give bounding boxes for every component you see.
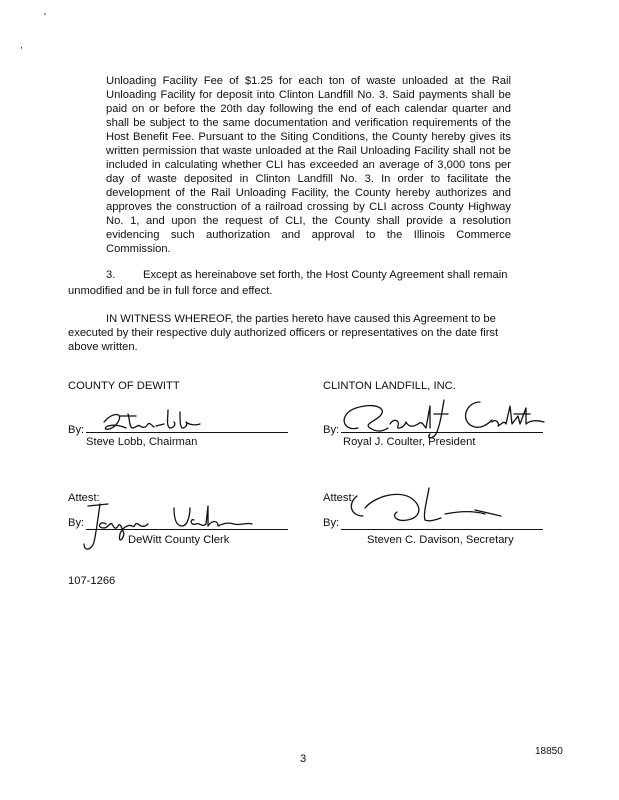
- witness-line-2: executed by their respective duly authorized officers or representatives on the date first: [68, 327, 499, 339]
- left-by-label: By:: [68, 424, 85, 436]
- page-number: 3: [300, 753, 307, 765]
- right-attest-signer: Steven C. Davison, Secretary: [367, 534, 514, 546]
- left-party-name: COUNTY OF DEWITT: [68, 380, 180, 392]
- right-signer-name: Royal J. Coulter, President: [343, 436, 476, 448]
- section-3-line-2: unmodified and be in full force and effect.: [68, 285, 273, 297]
- left-attest-signer: DeWitt County Clerk: [128, 534, 230, 546]
- left-signature: [96, 406, 236, 438]
- section-3-line-1: Except as hereinabove set forth, the Host County Agreement shall remain: [143, 269, 508, 281]
- left-attest-label: Attest:: [68, 492, 100, 504]
- left-attest-signature: [78, 498, 268, 558]
- witness-line-3: above written.: [68, 341, 138, 353]
- left-attest-by-label: By:: [68, 517, 85, 529]
- scan-tick-mark: ': [44, 12, 46, 23]
- section-3-number: 3.: [106, 269, 116, 281]
- document-code: 107-1266: [68, 575, 116, 587]
- continuation-text: Unloading Facility Fee of $1.25 for each ton of waste unloaded at the Rail Unloading Facility for deposit into Clinton Landfill No. 3. Said payments shall be paid on or before the 20th day following the end of each calendar quarter and shall be subject to the same documentation and verification requirements of the Host Benefit Fee. Pursuant to the Siting Conditions, the County hereby gives its written permission that waste unloaded at the Rail Unloading Facility shall not be included in calculating whether CLI has exceeded an average of 3,000 tons per day of waste deposited in Clinton Landfill No. 3. In order to facilitate the development of the Rail Unloading Facility, the County hereby authorizes and approves the construction of a railroad crossing by CLI across County Highway No. 1, and upon the request of CLI, the County shall provide a resolution evidencing such authorization and approval to the Illinois Commerce Commission.: [106, 75, 511, 255]
- witness-line-1: IN WITNESS WHEREOF, the parties hereto have caused this Agreement to be: [106, 313, 496, 325]
- right-attest-label: Attest:: [323, 492, 355, 504]
- continuation-paragraph: [106, 74, 511, 256]
- left-signer-name: Steve Lobb, Chairman: [86, 436, 198, 448]
- right-attest-by-label: By:: [323, 517, 340, 529]
- right-by-label: By:: [323, 424, 340, 436]
- scan-tick-mark: ,: [20, 40, 23, 51]
- bates-number: 18850: [535, 746, 563, 757]
- right-party-name: CLINTON LANDFILL, INC.: [323, 380, 456, 392]
- right-attest-signature: [335, 486, 515, 530]
